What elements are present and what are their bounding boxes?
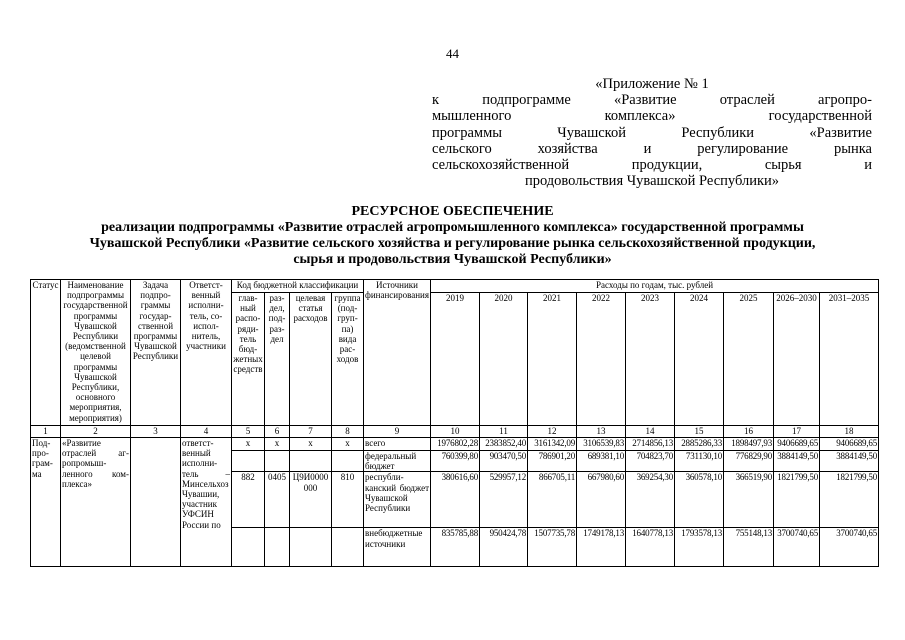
value-cell: 9406689,65 xyxy=(774,438,820,451)
code-group xyxy=(332,528,364,567)
value-cell: 529957,12 xyxy=(480,472,528,528)
value-cell: 755148,13 xyxy=(724,528,774,567)
value-cell: 380616,60 xyxy=(431,472,480,528)
col-number: 5 xyxy=(232,426,265,438)
title-line: Чувашской Республики «Развитие сельского хозяйства и регулирование рынка сельскохозяйственной продукции, xyxy=(89,236,816,251)
source-label-total: всего xyxy=(364,438,431,451)
value-cell: 1793578,13 xyxy=(675,528,724,567)
title-line: реализации подпрограммы «Развитие отраслей агропромышленного комплекса» государственной программы xyxy=(101,220,804,235)
col-number: 9 xyxy=(364,426,431,438)
value-cell: 731130,10 xyxy=(675,451,724,472)
col-number: 14 xyxy=(626,426,675,438)
document-title xyxy=(30,204,875,268)
value-cell: 2714856,13 xyxy=(626,438,675,451)
code-article: х xyxy=(290,438,332,451)
col-header-executor: Ответственный исполнитель, соисполнитель, участники xyxy=(181,280,232,426)
value-cell: 3700740,65 xyxy=(820,528,879,567)
value-cell: 369254,30 xyxy=(626,472,675,528)
code-article xyxy=(290,451,332,472)
value-cell: 667980,60 xyxy=(577,472,626,528)
page-number: 44 xyxy=(446,46,459,61)
code-article: Ц9И0000000 xyxy=(290,472,332,528)
col-header-razdel: раздел, подраздел xyxy=(265,293,290,426)
code-article xyxy=(290,528,332,567)
value-cell: 903470,50 xyxy=(480,451,528,472)
code-razdel xyxy=(265,451,290,472)
col-number: 11 xyxy=(480,426,528,438)
col-header-status: Статус xyxy=(31,280,61,426)
value-cell: 760399,80 xyxy=(431,451,480,472)
col-header-year-2022: 2022 xyxy=(577,293,626,426)
value-cell: 3700740,65 xyxy=(774,528,820,567)
value-cell: 689381,10 xyxy=(577,451,626,472)
col-number: 3 xyxy=(131,426,181,438)
value-cell: 3161342,09 xyxy=(528,438,577,451)
col-number: 6 xyxy=(265,426,290,438)
col-number: 4 xyxy=(181,426,232,438)
code-group: 810 xyxy=(332,472,364,528)
col-header-budget-classification: Код бюджетной классификации xyxy=(232,280,364,293)
value-cell: 9406689,65 xyxy=(820,438,879,451)
value-cell: 366519,90 xyxy=(724,472,774,528)
code-razdel: х xyxy=(265,438,290,451)
annotation-line: «Приложение № 1 xyxy=(595,76,709,92)
col-header-year-2019: 2019 xyxy=(431,293,480,426)
value-cell: 786901,20 xyxy=(528,451,577,472)
code-group xyxy=(332,451,364,472)
annotation-line: к подпрограмме «Развитие отраслей агропро- xyxy=(432,92,872,109)
col-header-year-2023: 2023 xyxy=(626,293,675,426)
value-cell: 3884149,50 xyxy=(820,451,879,472)
value-cell: 3106539,83 xyxy=(577,438,626,451)
col-header-year-2024: 2024 xyxy=(675,293,724,426)
source-label-federal: федеральный бюджет xyxy=(364,451,431,472)
col-header-target-article: целевая статья расходов xyxy=(290,293,332,426)
title-line: РЕСУРСНОЕ ОБЕСПЕЧЕНИЕ xyxy=(351,204,554,219)
value-cell: 2885286,33 xyxy=(675,438,724,451)
code-grbs xyxy=(232,451,265,472)
col-number: 2 xyxy=(61,426,131,438)
col-number: 12 xyxy=(528,426,577,438)
col-header-year-2025: 2025 xyxy=(724,293,774,426)
value-cell: 360578,10 xyxy=(675,472,724,528)
col-header-year-2031-2035: 2031–2035 xyxy=(820,293,879,426)
col-number: 18 xyxy=(820,426,879,438)
value-cell: 1821799,50 xyxy=(774,472,820,528)
col-header-expense-group: группа (подгруппа) вида расходов xyxy=(332,293,364,426)
row-status: Подпрограмма xyxy=(31,438,61,567)
col-number: 8 xyxy=(332,426,364,438)
col-number: 7 xyxy=(290,426,332,438)
col-header-name: Наименование подпрограммы государственной программы Чувашской Республики (ведомственной целевой программы Чувашской Республики, основного мероприятия, мероприятия) xyxy=(61,280,131,426)
value-cell: 1821799,50 xyxy=(820,472,879,528)
row-task xyxy=(131,438,181,567)
code-razdel: 0405 xyxy=(265,472,290,528)
code-razdel xyxy=(265,528,290,567)
value-cell: 835785,88 xyxy=(431,528,480,567)
code-grbs: х xyxy=(232,438,265,451)
code-grbs xyxy=(232,528,265,567)
annotation-line: сельскохозяйственной продукции, сырья и xyxy=(432,157,872,174)
value-cell: 950424,78 xyxy=(480,528,528,567)
col-header-grbs: главный распорядитель бюджетных средств xyxy=(232,293,265,426)
col-header-year-2020: 2020 xyxy=(480,293,528,426)
row-program-name: «Развитие отраслей агропромышленного комплекса» xyxy=(61,438,131,567)
col-number: 10 xyxy=(431,426,480,438)
annotation-line: мышленного комплекса» государственной xyxy=(432,108,872,125)
col-header-task: Задача подпрограммы государственной программы Чувашской Республики xyxy=(131,280,181,426)
col-header-year-2021: 2021 xyxy=(528,293,577,426)
value-cell: 1507735,78 xyxy=(528,528,577,567)
value-cell: 776829,90 xyxy=(724,451,774,472)
col-number: 16 xyxy=(724,426,774,438)
value-cell: 704823,70 xyxy=(626,451,675,472)
value-cell: 1976802,28 xyxy=(431,438,480,451)
source-label-republican: республиканский бюджет Чувашской Республики xyxy=(364,472,431,528)
resource-table xyxy=(30,279,879,567)
value-cell: 1640778,13 xyxy=(626,528,675,567)
col-header-expenses-by-year: Расходы по годам, тыс. рублей xyxy=(431,280,879,293)
col-number: 15 xyxy=(675,426,724,438)
col-number: 1 xyxy=(31,426,61,438)
col-header-funding-sources: Источники финансирования xyxy=(364,280,431,426)
value-cell: 1749178,13 xyxy=(577,528,626,567)
value-cell: 866705,11 xyxy=(528,472,577,528)
row-executor: ответственный исполнитель – Минсельхоз Чувашии, участник УФСИН России по xyxy=(181,438,232,567)
col-number: 13 xyxy=(577,426,626,438)
col-header-year-2026-2030: 2026–2030 xyxy=(774,293,820,426)
value-cell: 2383852,40 xyxy=(480,438,528,451)
code-group: х xyxy=(332,438,364,451)
annotation-line: программы Чувашской Республики «Развитие xyxy=(432,124,872,141)
annotation-line: сельского хозяйства и регулирование рынка xyxy=(432,140,872,157)
col-number: 17 xyxy=(774,426,820,438)
source-label-extrabudgetary: внебюджетные источники xyxy=(364,528,431,567)
appendix-annotation xyxy=(432,76,872,189)
annotation-line: продовольствия Чувашской Республики» xyxy=(524,173,780,190)
value-cell: 1898497,93 xyxy=(724,438,774,451)
value-cell: 3884149,50 xyxy=(774,451,820,472)
title-line: сырья и продовольствия Чувашской Республики» xyxy=(293,252,612,267)
code-grbs: 882 xyxy=(232,472,265,528)
